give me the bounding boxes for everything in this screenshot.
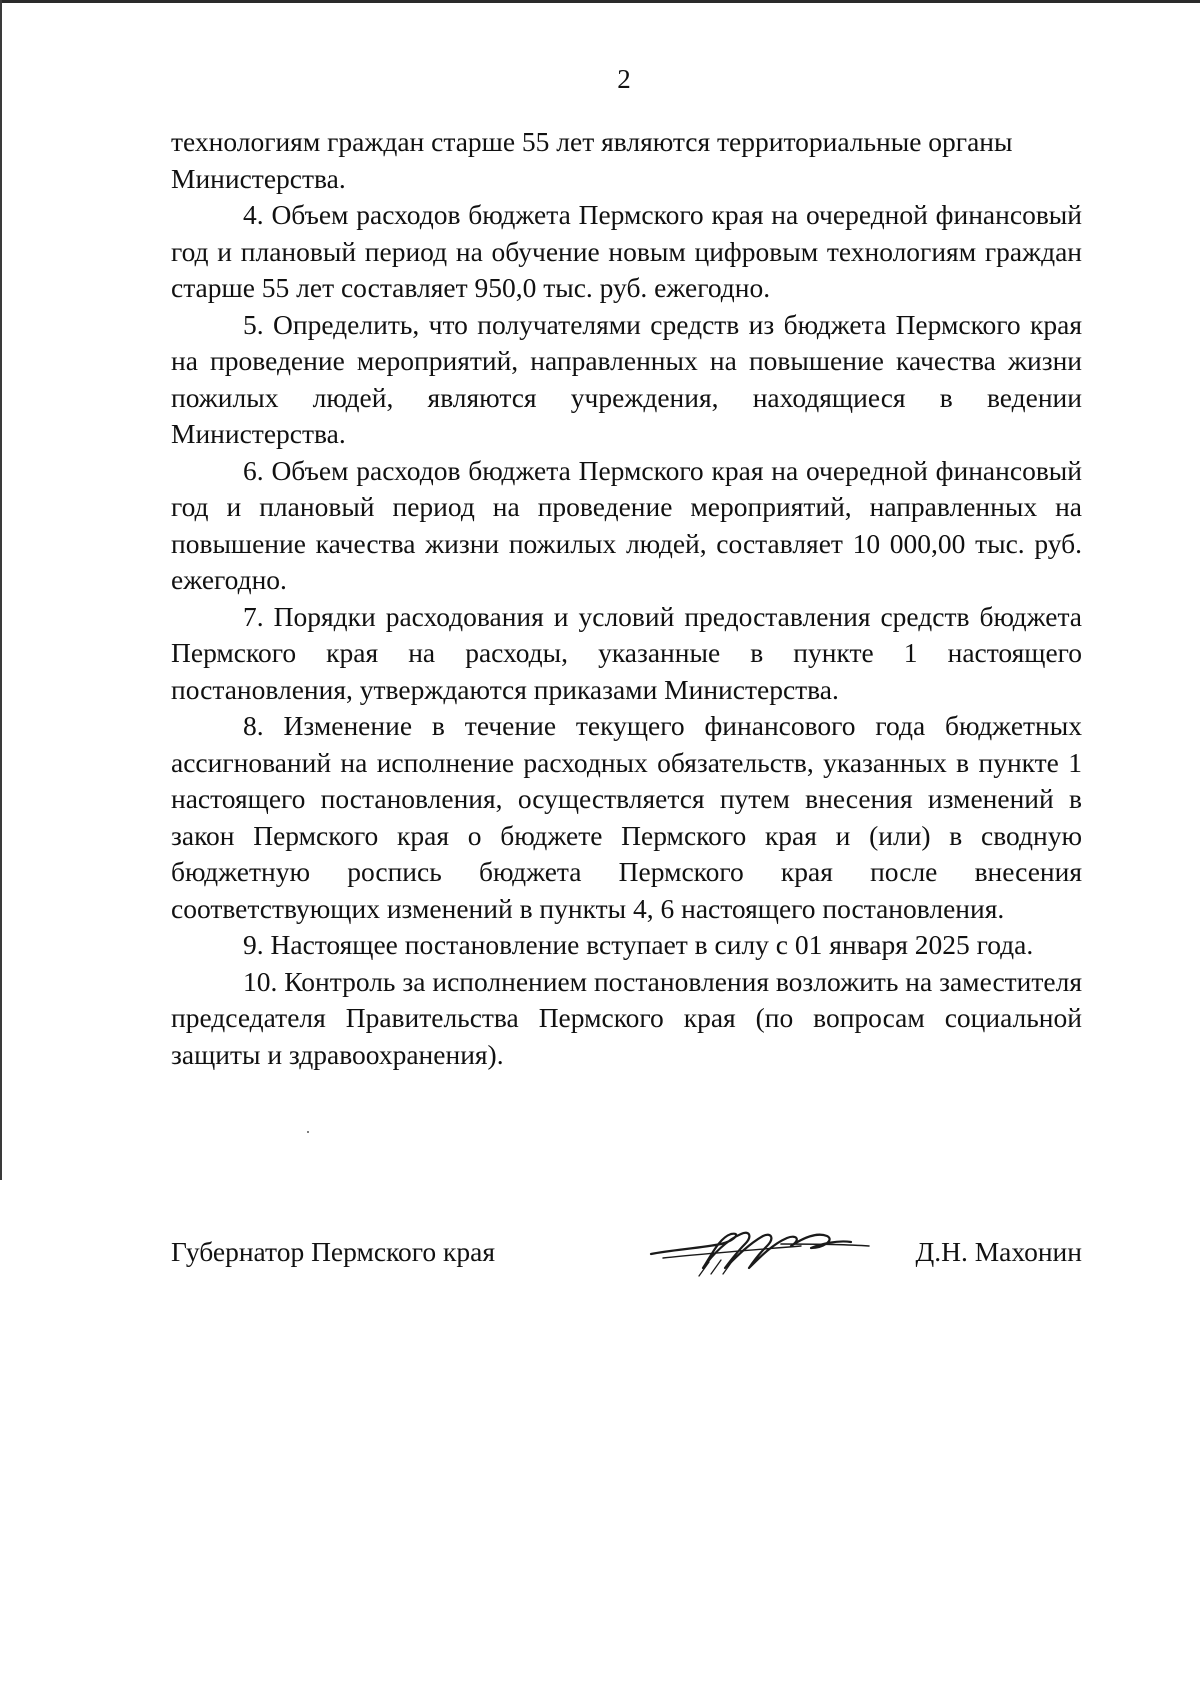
paragraph-10: 10. Контроль за исполнением постановления возложить на заместителя председателя Правительства Пермского края (по вопросам социальной защиты и здравоохранения).: [171, 965, 1082, 1070]
paragraph-6: 6. Объем расходов бюджета Пермского края на очередной финансовый год и плановый период на проведение мероприятий, направленных на повышение качества жизни пожилых людей, составляет 10 000,00 тыс. руб. ежегодно.: [171, 454, 1082, 595]
paragraph-5: 5. Определить, что получателями средств из бюджета Пермского края на проведение мероприятий, направленных на повышение качества жизни пожилых людей, являются учреждения, находящиеся в ведении Министерства.: [171, 308, 1082, 449]
signature-block: [171, 1236, 1082, 1280]
document-body: [171, 124, 1082, 1073]
paragraph-7: 7. Порядки расходования и условий предоставления средств бюджета Пермского края на расходы, указанные в пункте 1 настоящего постановления, утверждаются приказами Министерства.: [171, 600, 1082, 705]
scan-speck: [307, 1131, 309, 1133]
page-number: 2: [617, 64, 631, 94]
paragraph-9: 9. Настоящее постановление вступает в силу с 01 января 2025 года.: [243, 929, 1034, 960]
scan-border-top: [0, 0, 1200, 3]
paragraph-4: 4. Объем расходов бюджета Пермского края на очередной финансовый год и плановый период на обучение новым цифровым технологиям граждан старше 55 лет составляет 950,0 тыс. руб. ежегодно.: [171, 199, 1082, 303]
handwritten-signature: [641, 1210, 871, 1280]
signatory-position: Губернатор Пермского края: [171, 1236, 495, 1267]
scan-border-left: [0, 0, 2, 1180]
signatory-name: Д.Н. Махонин: [915, 1236, 1082, 1267]
paragraph-continuation: технологиям граждан старше 55 лет являются территориальные органы Министерства.: [171, 126, 1013, 194]
paragraph-8: 8. Изменение в течение текущего финансового года бюджетных ассигнований на исполнение расходных обязательств, указанных в пункте 1 настоящего постановления, осуществляется путем внесения изменений в закон Пермского края о бюджете Пермского края и (или) в сводную бюджетную роспись бюджета Пермского края после внесения соответствующих изменений в пункты 4, 6 настоящего постановления.: [171, 710, 1082, 924]
